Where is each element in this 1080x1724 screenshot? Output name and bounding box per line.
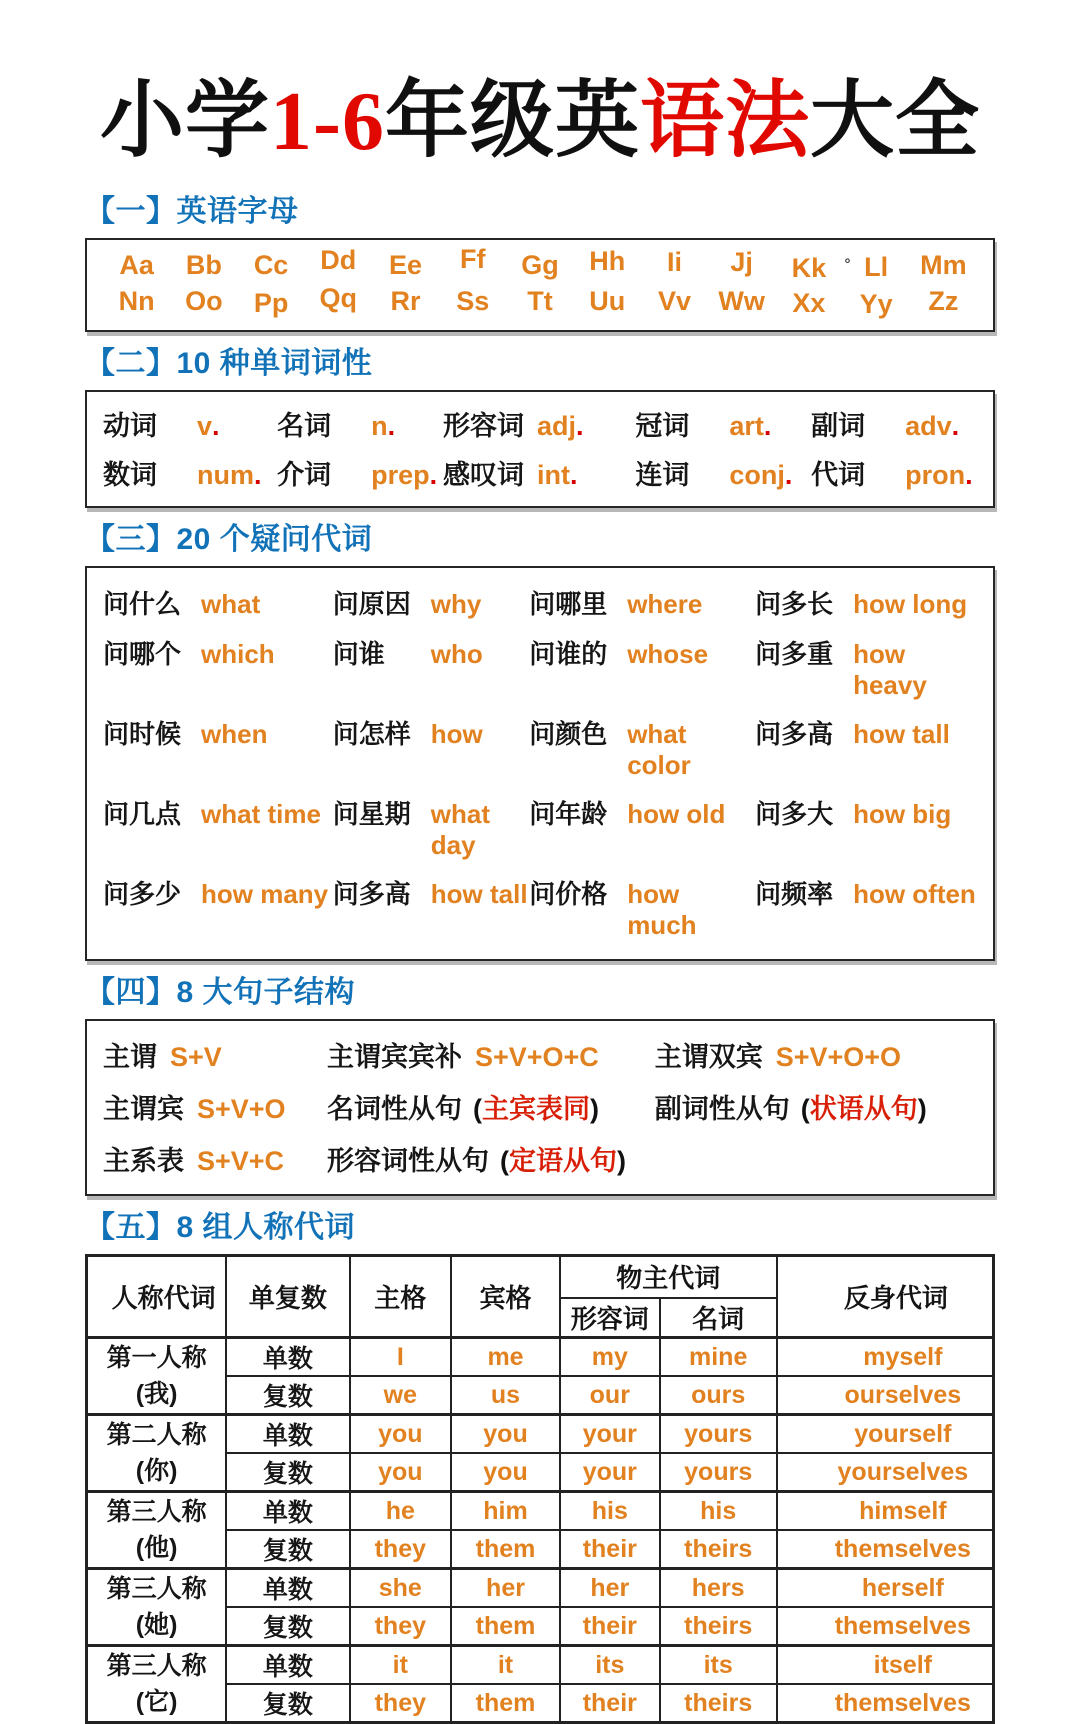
pronoun-cell: he (350, 1492, 452, 1531)
question-label: 问多高 (755, 719, 834, 750)
question-item (103, 714, 333, 781)
question-label: 问颜色 (529, 719, 608, 750)
number-cell: 复数 (226, 1530, 349, 1569)
section-heading-structures: 【四】8 大句子结构 (85, 976, 356, 1010)
question-item (529, 874, 755, 941)
alphabet-letter-pair: Dd (320, 245, 357, 276)
pos-label: 感叹词 (442, 460, 524, 491)
structure-label: 名词性从句 (326, 1094, 462, 1125)
number-cell: 单数 (226, 1569, 349, 1608)
pronoun-cell: themselves (777, 1530, 994, 1569)
pos-item (443, 453, 635, 492)
question-item (103, 794, 333, 861)
question-item (529, 794, 755, 861)
question-item (755, 634, 977, 701)
title-segment: 语法 (639, 75, 810, 168)
structure-note: 状语从句 (809, 1094, 918, 1125)
pos-abbr: adv (905, 411, 952, 442)
alphabet-row-1 (103, 244, 977, 284)
pronoun-cell: yourselves (777, 1453, 994, 1492)
pronoun-cell: hers (660, 1569, 777, 1608)
structure-note: 定语从句 (508, 1146, 617, 1177)
question-item (755, 874, 977, 941)
pronoun-cell: our (560, 1376, 660, 1415)
question-word: how many (201, 879, 329, 910)
pronoun-cell: them (451, 1530, 560, 1569)
pos-period: . (569, 460, 578, 491)
pronoun-cell: my (560, 1338, 660, 1377)
structure-item (103, 1087, 327, 1126)
structure-item (655, 1035, 977, 1074)
pronoun-cell: yours (660, 1415, 777, 1454)
pronoun-cell: yours (660, 1453, 777, 1492)
pos-period: . (212, 411, 220, 442)
alphabet-letter-pair: Hh (589, 246, 626, 277)
alphabet-letter-pair: Ww (718, 286, 765, 317)
question-word: how old (627, 799, 726, 830)
structure-formula: S+V (170, 1042, 222, 1073)
pronoun-cell: herself (777, 1569, 994, 1608)
question-item (333, 634, 529, 701)
pronoun-table (85, 1254, 995, 1724)
pronoun-cell: his (560, 1492, 660, 1531)
table-row (87, 1492, 994, 1531)
pos-item (635, 453, 811, 492)
person-cell: 第二人称 (你) (87, 1415, 227, 1492)
question-item (333, 794, 529, 861)
alphabet-letter-pair: Kk (791, 253, 827, 284)
person-cell: 第三人称 (他) (87, 1492, 227, 1569)
structure-item: 形容词性从句 ( 定语从句 ) (327, 1139, 655, 1178)
pos-period: . (429, 460, 438, 491)
pronoun-cell: I (350, 1338, 452, 1377)
question-item (333, 714, 529, 781)
question-label: 问原因 (332, 589, 411, 620)
section-heading-questions: 【三】20 个疑问代词 (85, 523, 373, 557)
question-word: what time (201, 799, 321, 830)
pos-label: 介词 (277, 460, 332, 491)
structures-box (85, 1019, 995, 1196)
question-label: 问什么 (103, 589, 182, 620)
question-word: how heavy (853, 639, 927, 701)
pos-abbr: n (371, 411, 388, 442)
pos-period: . (254, 460, 262, 491)
pronoun-cell: your (560, 1415, 660, 1454)
question-label: 问星期 (332, 799, 411, 830)
number-cell: 复数 (226, 1684, 349, 1723)
alphabet-letter-pair: Qq (319, 283, 358, 314)
title-segment: 小学 (99, 75, 270, 168)
structure-label: 主谓双宾 (654, 1042, 763, 1073)
pos-label: 动词 (103, 411, 157, 442)
question-word: what color (627, 719, 691, 781)
structure-label: 形容词性从句 (326, 1146, 489, 1177)
pronoun-cell: her (451, 1569, 560, 1608)
pronoun-cell: your (560, 1453, 660, 1492)
alphabet-letter-pair: Jj (730, 247, 753, 278)
pronoun-cell: ours (660, 1376, 777, 1415)
alphabet-letter-pair: Yy (859, 289, 893, 320)
pronoun-cell: you (350, 1453, 452, 1492)
question-item (333, 874, 529, 941)
number-cell: 单数 (226, 1415, 349, 1454)
alphabet-row-2 (103, 283, 977, 319)
number-cell: 单数 (226, 1338, 349, 1377)
pronoun-cell: it (451, 1646, 560, 1685)
pos-abbr: int (536, 460, 570, 491)
number-cell: 复数 (226, 1376, 349, 1415)
pronoun-cell: their (560, 1684, 660, 1723)
question-label: 问价格 (529, 879, 608, 910)
table-header-cell: 物主代词 (560, 1256, 777, 1298)
pos-abbr: num (197, 460, 254, 491)
pos-abbr: art (729, 411, 764, 442)
pos-period: . (965, 460, 973, 491)
alphabet-letter-pair: Bb (185, 250, 222, 281)
pos-abbr: conj (729, 460, 785, 491)
question-word: where (627, 589, 703, 620)
alphabet-letter-pair: Tt (527, 286, 553, 317)
table-header-cell: 形容词 (560, 1298, 660, 1338)
question-word: how tall (430, 879, 528, 910)
pos-label: 名词 (277, 411, 332, 442)
pos-label: 冠词 (635, 411, 690, 442)
pronoun-cell: him (451, 1492, 560, 1531)
structure-item (327, 1035, 655, 1074)
alphabet-letter-pair: Aa (119, 250, 154, 281)
question-label: 问哪里 (529, 589, 608, 620)
pronoun-cell: its (560, 1646, 660, 1685)
structure-formula: S+V+O+O (775, 1042, 902, 1073)
document-page (85, 72, 995, 1724)
question-label: 问几点 (103, 799, 182, 830)
alphabet-letter-pair: Cc (253, 250, 289, 281)
pronoun-cell: themselves (777, 1607, 994, 1646)
pos-period: . (951, 411, 960, 442)
pos-item (811, 453, 977, 492)
person-cell: 第三人称 (它) (87, 1646, 227, 1723)
alphabet-letter-pair: Oo (185, 286, 223, 317)
number-cell: 复数 (226, 1607, 349, 1646)
pos-box (85, 390, 995, 508)
pos-item (103, 453, 277, 492)
structure-label: 副词性从句 (654, 1094, 790, 1125)
question-item (529, 584, 755, 621)
structure-label: 主谓宾宾补 (326, 1042, 462, 1073)
question-word: who (430, 639, 483, 670)
pronoun-cell: himself (777, 1492, 994, 1531)
pronoun-cell: them (451, 1607, 560, 1646)
question-item (103, 584, 333, 621)
pronoun-cell: its (660, 1646, 777, 1685)
question-label: 问多长 (755, 589, 834, 620)
question-word: what day (430, 799, 491, 861)
structure-item: 名词性从句 ( 主宾表同 ) (327, 1087, 655, 1126)
table-header-cell: 单复数 (226, 1256, 349, 1338)
pos-label: 代词 (811, 460, 866, 491)
pronoun-cell: you (451, 1453, 560, 1492)
table-header-cell: 宾格 (451, 1256, 560, 1338)
pos-item (277, 453, 443, 492)
alphabet-letter-pair: Ii (666, 247, 682, 278)
title-segment: 年级英 (384, 75, 640, 168)
person-cell: 第三人称 (她) (87, 1569, 227, 1646)
pronoun-cell: they (350, 1607, 452, 1646)
section-heading-pos: 【二】10 种单词词性 (85, 347, 373, 381)
table-row (87, 1338, 994, 1377)
question-item (755, 714, 977, 781)
pronoun-cell: them (451, 1684, 560, 1723)
pos-label: 数词 (103, 460, 157, 491)
questions-box (85, 566, 995, 961)
pronoun-cell: you (350, 1415, 452, 1454)
alphabet-letter-pair: Ee (389, 250, 423, 281)
pronoun-cell: you (451, 1415, 560, 1454)
pos-abbr: pron (905, 460, 966, 491)
pos-item (635, 404, 811, 443)
question-word: how often (853, 879, 976, 910)
pos-label: 副词 (811, 411, 866, 442)
question-label: 问多重 (755, 639, 834, 670)
question-word: which (201, 639, 275, 670)
pronoun-cell: they (350, 1530, 452, 1569)
pos-period: . (387, 411, 396, 442)
structure-label: 主谓 (103, 1042, 157, 1073)
number-cell: 复数 (226, 1453, 349, 1492)
question-label: 问多少 (103, 879, 182, 910)
pronoun-cell: his (660, 1492, 777, 1531)
table-header-cell: 名词 (660, 1298, 777, 1338)
title-segment: 大全 (810, 75, 981, 168)
alphabet-letter-pair: Pp (253, 288, 289, 319)
pronoun-cell: myself (777, 1338, 994, 1377)
table-row (87, 1569, 994, 1608)
title-segment: 1-6 (269, 75, 385, 168)
pronoun-cell: yourself (777, 1415, 994, 1454)
pos-period: . (575, 411, 584, 442)
pos-abbr: v (197, 411, 213, 442)
table-row (87, 1646, 994, 1685)
question-label: 问怎样 (332, 719, 411, 750)
pos-abbr: adj (536, 411, 576, 442)
question-label: 问谁 (332, 639, 385, 670)
alphabet-letter-pair: Nn (118, 286, 155, 317)
question-word: why (430, 589, 482, 620)
pronoun-cell: her (560, 1569, 660, 1608)
question-word: what (201, 589, 261, 620)
alphabet-box (85, 238, 995, 332)
question-label: 问哪个 (103, 639, 182, 670)
question-label: 问频率 (755, 879, 834, 910)
pronoun-cell: we (350, 1376, 452, 1415)
structure-label: 主谓宾 (103, 1094, 184, 1125)
question-label: 问多大 (755, 799, 834, 830)
question-item (529, 714, 755, 781)
table-header-row (87, 1256, 994, 1298)
question-label: 问谁的 (529, 639, 608, 670)
question-item (103, 634, 333, 701)
structure-formula: S+V+C (197, 1146, 285, 1177)
question-label: 问年龄 (529, 799, 608, 830)
structure-formula: S+V+O (197, 1094, 286, 1125)
table-header-cell: 反身代词 (777, 1256, 994, 1338)
alphabet-letter-pair: Rr (390, 286, 421, 317)
section-heading-alphabet: 【一】英语字母 (85, 195, 299, 229)
question-word: how much (627, 879, 697, 941)
pos-item (103, 404, 277, 443)
question-item (333, 584, 529, 621)
question-label: 问多高 (332, 879, 411, 910)
question-label: 问时候 (103, 719, 182, 750)
pronoun-cell: it (350, 1646, 452, 1685)
pronoun-cell: theirs (660, 1530, 777, 1569)
pos-item (443, 404, 635, 443)
structure-item: 副词性从句 ( 状语从句 ) (655, 1087, 977, 1126)
pronoun-cell: their (560, 1607, 660, 1646)
alphabet-letter-pair: Uu (589, 286, 626, 317)
alphabet-letter-pair: Zz (928, 286, 959, 317)
pos-label: 连词 (635, 460, 690, 491)
question-word: how tall (853, 719, 950, 750)
structure-item (103, 1139, 327, 1178)
question-word: how big (853, 799, 952, 830)
table-header-cell: 人称代词 (87, 1256, 227, 1338)
alphabet-letter-pair: Gg (521, 250, 559, 281)
pronoun-cell: me (451, 1338, 560, 1377)
pos-label: 形容词 (442, 411, 524, 442)
alphabet-letter-pair: Vv (657, 286, 691, 317)
pronoun-cell: she (350, 1569, 452, 1608)
question-word: whose (627, 639, 709, 670)
pronoun-cell: ourselves (777, 1376, 994, 1415)
alphabet-letter-pair: ° Ll (843, 249, 910, 285)
alphabet-letter-pair: Ss (456, 286, 490, 317)
question-item (755, 584, 977, 621)
person-cell: 第一人称 (我) (87, 1338, 227, 1415)
question-word: how long (853, 589, 968, 620)
pronoun-cell: their (560, 1530, 660, 1569)
number-cell: 单数 (226, 1492, 349, 1531)
question-word: when (201, 719, 268, 750)
question-item (755, 794, 977, 861)
alphabet-letter-pair: Ff (460, 244, 486, 275)
structure-label: 主系表 (103, 1146, 184, 1177)
alphabet-letter-pair: Xx (792, 288, 826, 319)
pos-period: . (784, 460, 793, 491)
pronoun-cell: us (451, 1376, 560, 1415)
table-row (87, 1415, 994, 1454)
question-item (529, 634, 755, 701)
pos-period: . (763, 411, 772, 442)
structure-note: 主宾表同 (481, 1094, 590, 1125)
question-item (103, 874, 333, 941)
stray-degree-mark: ° (844, 256, 851, 274)
question-word: how (430, 719, 483, 750)
table-header-cell: 主格 (350, 1256, 452, 1338)
page-title (85, 72, 995, 171)
section-heading-pronouns: 【五】8 组人称代词 (85, 1211, 356, 1245)
pos-abbr: prep (371, 460, 430, 491)
structure-formula: S+V+O+C (474, 1042, 599, 1073)
structure-item (103, 1035, 327, 1074)
pronoun-cell: theirs (660, 1684, 777, 1723)
pronoun-cell: mine (660, 1338, 777, 1377)
alphabet-letter-pair: Mm (920, 250, 967, 281)
pronoun-cell: theirs (660, 1607, 777, 1646)
number-cell: 单数 (226, 1646, 349, 1685)
pos-item (277, 404, 443, 443)
pos-item (811, 404, 977, 443)
pronoun-cell: they (350, 1684, 452, 1723)
pronoun-cell: themselves (777, 1684, 994, 1723)
pronoun-cell: itself (777, 1646, 994, 1685)
